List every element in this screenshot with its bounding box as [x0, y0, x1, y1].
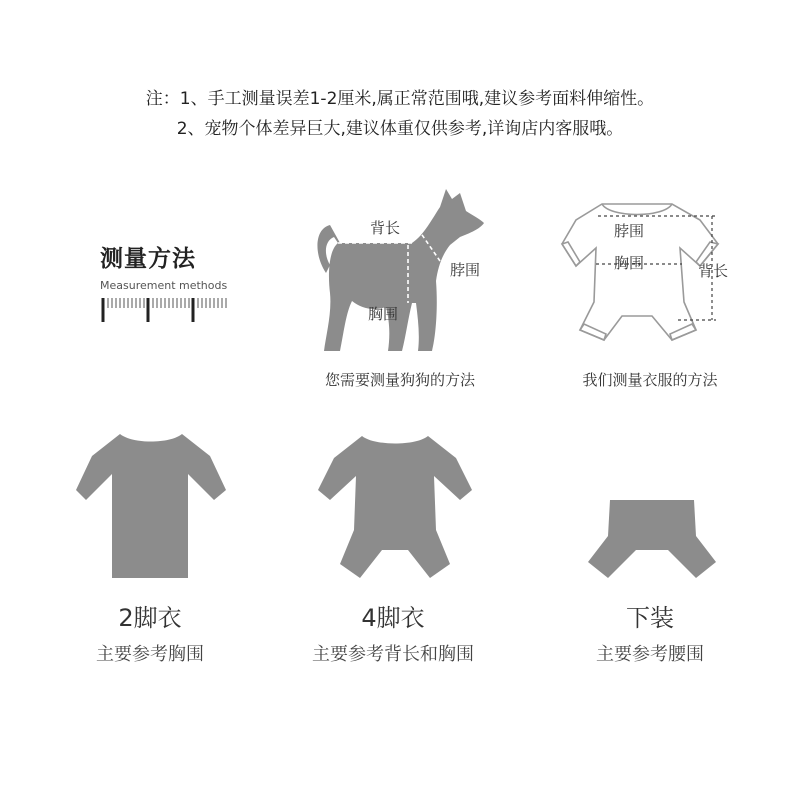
garment-title-pants: 下装 [626, 604, 674, 632]
pants-icon [588, 500, 716, 578]
clothes-figure-caption: 我们测量衣服的方法 [582, 371, 718, 389]
ruler-icon [100, 298, 232, 322]
dog-figure-caption: 您需要测量狗狗的方法 [324, 371, 475, 389]
garment-subtitle-two-leg: 主要参考胸围 [96, 644, 204, 665]
four-leg-jumpsuit-icon [318, 436, 472, 578]
method-title: 测量方法 [100, 246, 196, 272]
garment-subtitle-pants: 主要参考腰围 [596, 644, 704, 665]
clothes-back-length-label: 背长 [698, 262, 729, 280]
dog-chest-label: 胸围 [368, 305, 399, 323]
clothes-neck-label: 脖围 [614, 222, 645, 240]
dog-measurement-figure [300, 185, 500, 360]
measurement-method-header [100, 240, 260, 322]
clothes-chest-label: 胸围 [614, 254, 645, 272]
pants-garment-figure [588, 500, 716, 580]
garment-title-two-leg: 2脚衣 [118, 604, 182, 632]
note-line-2: 2、宠物个体差异巨大,建议体重仅供参考,详询店内客服哦。 [176, 119, 624, 139]
size-notes [0, 84, 800, 144]
four-leg-garment-figure [318, 432, 472, 582]
clothes-measurement-figure [560, 190, 740, 350]
garment-subtitle-four-leg: 主要参考背长和胸围 [312, 644, 474, 665]
dog-back-length-label: 背长 [370, 219, 401, 237]
two-leg-shirt-icon [76, 434, 226, 578]
method-subtitle: Measurement methods [100, 279, 228, 292]
dog-neck-label: 脖围 [450, 261, 481, 279]
note-line-1: 注：1、手工测量误差1-2厘米,属正常范围哦,建议参考面料伸缩性。 [145, 89, 655, 109]
two-leg-garment-figure [76, 428, 226, 583]
garment-title-four-leg: 4脚衣 [361, 604, 425, 632]
